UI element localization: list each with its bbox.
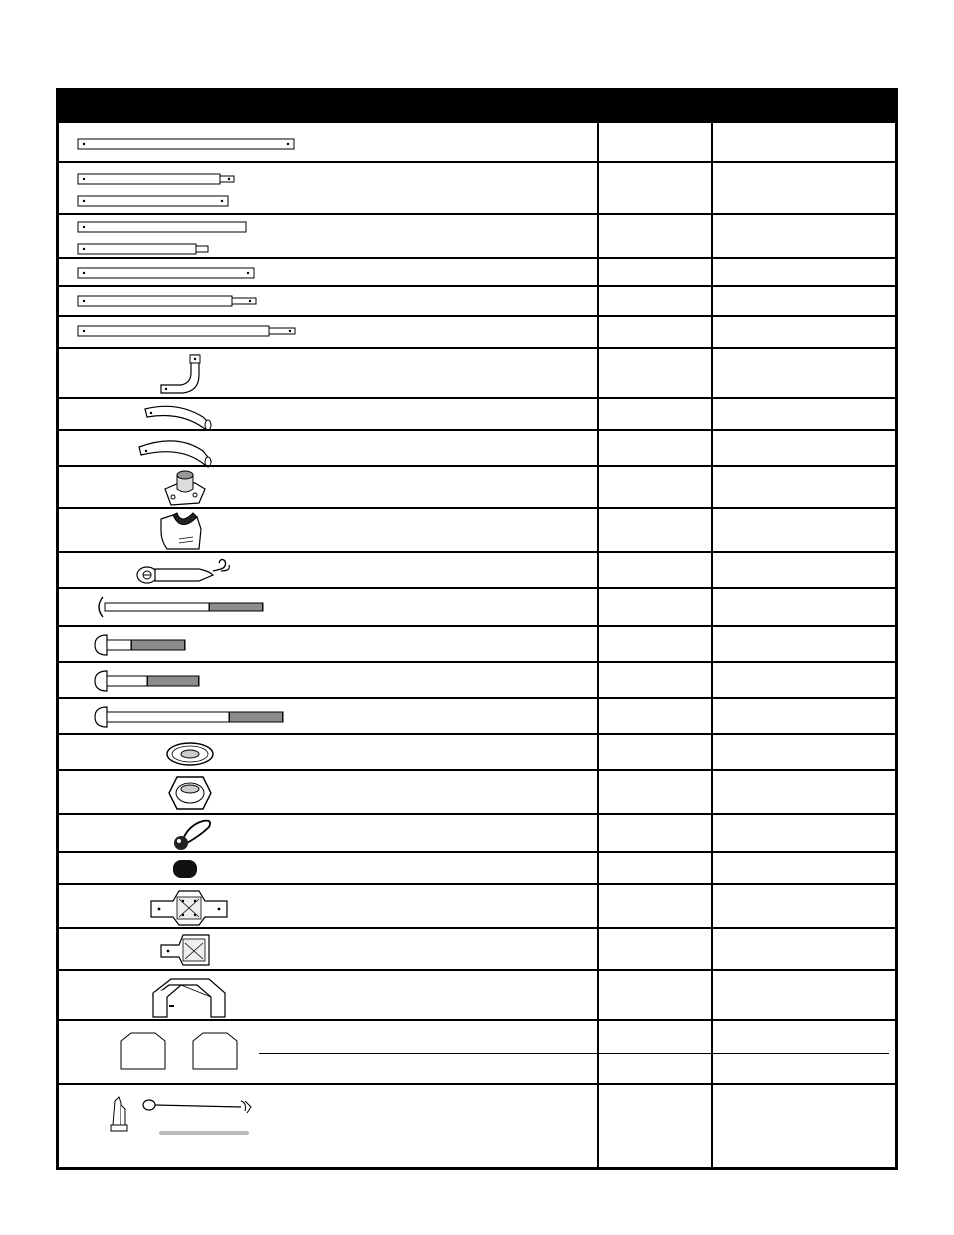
swaged-pole-pair-icon [77,173,237,209]
table-row [59,551,895,589]
table-row [59,733,895,771]
parts-list-table [56,88,898,1170]
table-row [59,315,895,349]
extra-long-bolt-icon [93,705,287,729]
table-row [59,347,895,399]
table-row [59,429,895,467]
straight-pole-icon [77,267,257,281]
table-row [59,969,895,1021]
table-row [59,507,895,553]
swaged-pole-icon [77,295,259,309]
table-row [59,661,895,699]
end-panel-divider [259,1053,599,1054]
table-row [59,587,895,627]
table-row [59,257,895,287]
cross-connector-icon [149,889,229,927]
long-bolt-icon [93,595,267,621]
foot-plate-icon [161,469,207,507]
long-pole-icon [77,137,297,151]
ratchet-strap-icon [135,557,235,587]
table-row [59,121,895,163]
ball-bungee-icon [169,817,215,851]
table-row [59,1083,895,1170]
canopy-cover-icon [149,975,229,1019]
end-cap-icon [171,858,199,880]
curved-rafter-b-icon [137,435,217,465]
table-row [59,625,895,663]
end-panel-divider [599,1053,889,1054]
table-row [59,769,895,815]
table-row [59,161,895,215]
swaged-pole-pair-b-icon [77,221,252,257]
curved-rafter-icon [143,403,215,429]
hex-nut-icon [167,775,213,811]
tee-connector-icon [159,933,213,969]
table-row [59,213,895,259]
table-row [59,927,895,971]
long-swaged-pole-icon [77,325,299,339]
table-row [59,465,895,509]
table-row [59,397,895,431]
medium-bolt-icon [93,669,203,693]
table-row [59,697,895,735]
washer-icon [165,741,215,767]
table-header [59,91,895,121]
ratchet-bracket-icon [159,511,203,551]
anchor-kit-icon [105,1095,265,1141]
short-bolt-icon [93,633,189,657]
table-row [59,1019,895,1085]
end-panels-icon [117,1031,243,1071]
corner-elbow-icon [155,353,205,397]
table-row [59,883,895,929]
table-row [59,813,895,853]
table-row [59,851,895,885]
table-row [59,285,895,317]
